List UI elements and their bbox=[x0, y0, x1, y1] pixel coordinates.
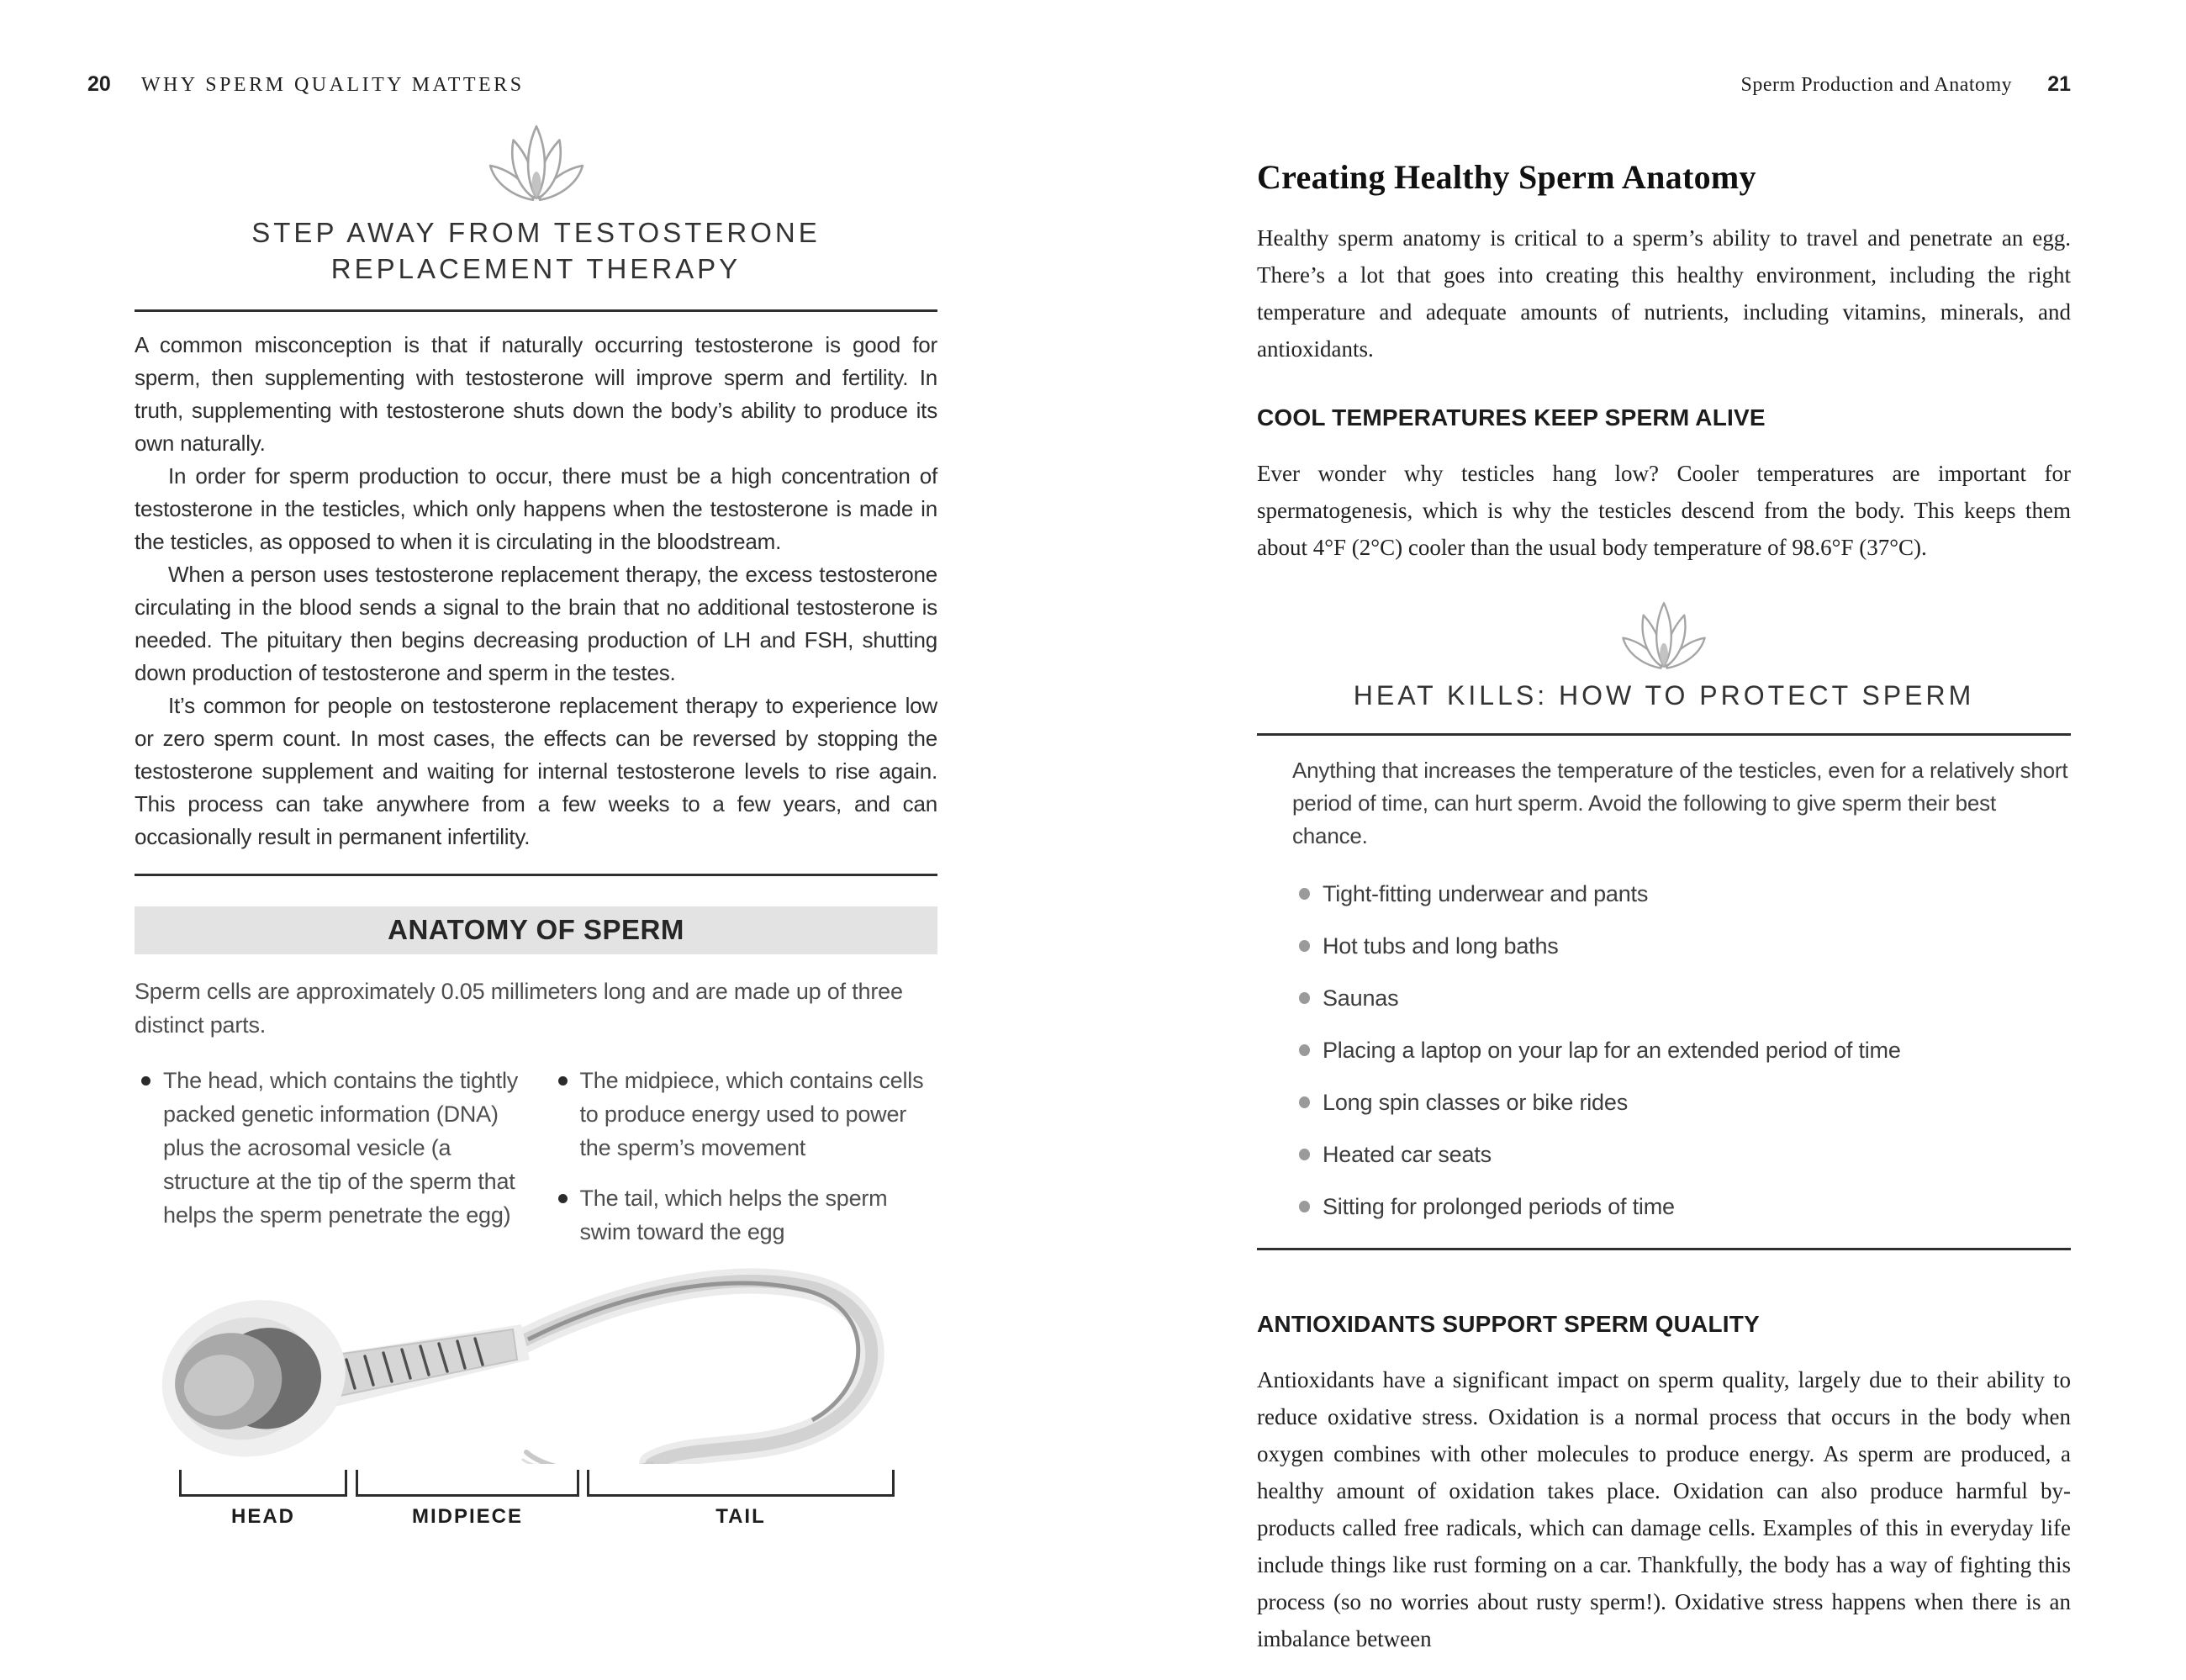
left-page-number: 20 bbox=[87, 72, 111, 96]
right-running-head bbox=[1257, 0, 2071, 97]
anatomy-bullet-columns bbox=[135, 1064, 937, 1249]
left-running-head bbox=[87, 0, 938, 97]
heat-kills-intro: Anything that increases the temperature of the testicles, even for a relatively short period of time, can hurt sperm. Avoid the following to give sperm their best chance. bbox=[1292, 758, 2068, 849]
feature-paragraph-4: It’s common for people on testosterone replacement therapy to experience low or zero sperm count. In most cases, the effects can be reversed by stopping the testosterone supplement and waiting for internal testosterone levels to rise again. This process can take anywhere from a few weeks to a few years, and can occasionally result in permanent infertility. bbox=[135, 693, 937, 850]
right-page-number: 21 bbox=[2047, 72, 2071, 96]
heat-bullet-saunas: Saunas bbox=[1292, 984, 2071, 1012]
left-running-head-text: WHY SPERM QUALITY MATTERS bbox=[140, 74, 525, 96]
left-content bbox=[135, 119, 937, 1547]
feature-title-rule bbox=[135, 309, 937, 312]
section-title: Creating Healthy Sperm Anatomy bbox=[1257, 158, 1756, 196]
tail-bracket bbox=[587, 1470, 895, 1529]
heat-kills-bullet-list bbox=[1292, 880, 2071, 1221]
anatomy-intro: Sperm cells are approximately 0.05 millimeters long and are made up of three distinct parts. bbox=[135, 979, 903, 1038]
feature-paragraph-2: In order for sperm production to occur, there must be a high concentration of testosterone in the testicles, which only happens when the testosterone is made in the testicles, as opposed to when it is circulating in the bloodstream. bbox=[135, 463, 937, 555]
page-right bbox=[1257, 0, 2071, 1680]
feature-body bbox=[135, 329, 937, 853]
page-left bbox=[87, 0, 938, 1547]
heat-kills-bottom-rule bbox=[1257, 1248, 2071, 1250]
heat-kills-top-rule bbox=[1257, 733, 2071, 736]
heat-bullet-spin-classes: Long spin classes or bike rides bbox=[1292, 1088, 2071, 1117]
feature-title-line2: REPLACEMENT THERAPY bbox=[330, 253, 742, 284]
feature-paragraph-1: A common misconception is that if naturally occurring testosterone is good for sperm, then supplementing with testosterone will improve sperm and fertility. In truth, supplementing with testosterone shuts down the body’s ability to produce its own naturally. bbox=[135, 332, 937, 457]
heat-bullet-laptop: Placing a laptop on your lap for an extended period of time bbox=[1292, 1036, 2071, 1065]
head-label: HEAD bbox=[230, 1505, 295, 1529]
section3-body: Antioxidants have a significant impact on sperm quality, largely due to their ability to reduce oxidative stress. Oxidation is a normal process that occurs in the body when oxygen combines with other molecules to produce energy. As sperm are produced, a healthy amount of oxidation takes place. Oxidation can also produce harmful by-products called free radicals, which can damage cells. Examples of this in everyday life include things like rust forming on a car. Thankfully, the body has a way of fighting this process (so no worries about rusty sperm!). Oxidative stress happens when there is an imbalance between bbox=[1257, 1367, 2071, 1652]
anatomy-bullet-midpiece: The midpiece, which contains cells to produce energy used to power the sperm’s movement bbox=[552, 1064, 938, 1165]
heat-bullet-underwear: Tight-fitting underwear and pants bbox=[1292, 880, 2071, 908]
section2-body: Ever wonder why testicles hang low? Cooler temperatures are important for spermatogenesis, which is why the testicles descend from the body. This keeps them about 4°F (2°C) cooler than the usual body temperature of 98.6°F (37°C). bbox=[1257, 460, 2071, 560]
midpiece-bracket bbox=[356, 1470, 579, 1529]
anatomy-bullet-col-2 bbox=[552, 1064, 938, 1249]
anatomy-bullet-tail: The tail, which helps the sperm swim toward the egg bbox=[552, 1181, 938, 1249]
anatomy-bullet-head: The head, which contains the tightly packed genetic information (DNA) plus the acrosomal vesicle (a structure at the tip of the sperm that helps the sperm penetrate the egg) bbox=[135, 1064, 521, 1232]
feature-title-line1: STEP AWAY FROM TESTOSTERONE bbox=[251, 217, 821, 248]
head-bracket bbox=[179, 1470, 347, 1529]
heat-bullet-car-seats: Heated car seats bbox=[1292, 1140, 2071, 1169]
midpiece-label: MIDPIECE bbox=[411, 1505, 523, 1529]
tail-label: TAIL bbox=[715, 1505, 766, 1529]
heat-bullet-hot-tubs: Hot tubs and long baths bbox=[1292, 932, 2071, 960]
lotus-icon bbox=[1618, 596, 1709, 674]
anatomy-heading: ANATOMY OF SPERM bbox=[135, 906, 937, 954]
cool-temperatures-heading: COOL TEMPERATURES KEEP SPERM ALIVE bbox=[1257, 404, 1766, 431]
section1-body: Healthy sperm anatomy is critical to a sperm’s ability to travel and penetrate an egg. There’s a lot that goes into creating this healthy environment, including the right temperature and adequate amounts of nutrients, including vitamins, minerals, and antioxidants. bbox=[1257, 225, 2071, 362]
feature-title bbox=[135, 214, 937, 287]
heat-kills-title: HEAT KILLS: HOW TO PROTECT SPERM bbox=[1353, 679, 1975, 711]
anatomy-bullet-col-1 bbox=[135, 1064, 521, 1249]
lotus-icon bbox=[485, 119, 588, 206]
sperm-diagram bbox=[135, 1252, 937, 1464]
heat-bullet-sitting: Sitting for prolonged periods of time bbox=[1292, 1192, 2071, 1221]
diagram-brackets bbox=[135, 1470, 937, 1547]
heat-kills-body bbox=[1257, 754, 2071, 1221]
antioxidants-heading: ANTIOXIDANTS SUPPORT SPERM QUALITY bbox=[1257, 1311, 1760, 1338]
right-running-head-text: Sperm Production and Anatomy bbox=[1740, 74, 2013, 96]
feature-end-rule bbox=[135, 874, 937, 876]
feature-paragraph-3: When a person uses testosterone replacement therapy, the excess testosterone circulating in the blood sends a signal to the brain that no additional testosterone is needed. The pituitary then begins decreasing production of LH and FSH, shutting down production of testosterone and sperm in the testes. bbox=[135, 562, 937, 686]
